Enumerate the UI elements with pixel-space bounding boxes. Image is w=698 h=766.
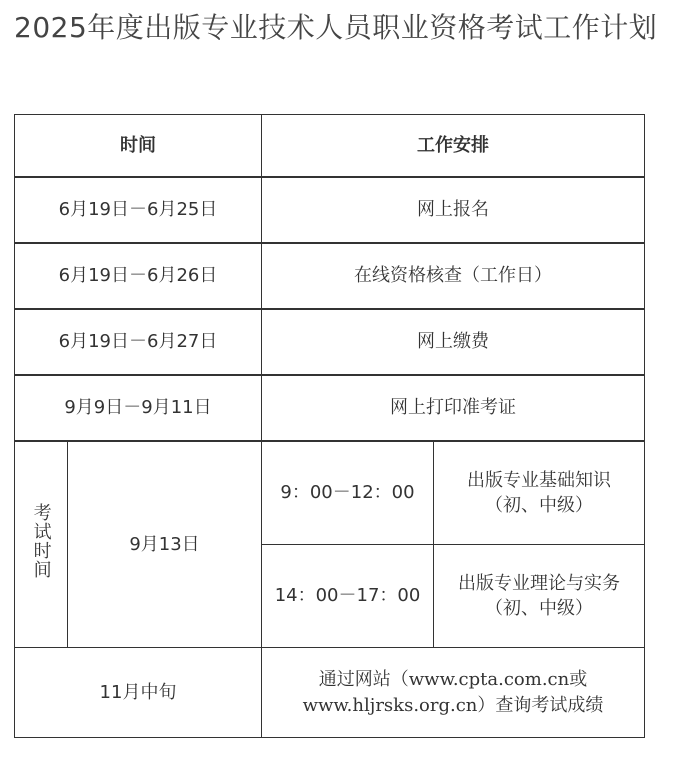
result-row xyxy=(15,648,645,738)
page-title: 2025年度出版专业技术人员职业资格考试工作计划 xyxy=(14,11,658,44)
row-task: 网上打印准考证 xyxy=(262,375,645,441)
session-level: （初、中级） xyxy=(485,495,593,516)
row-time: 6月19日－6月27日 xyxy=(15,309,262,375)
row-time: 6月19日－6月26日 xyxy=(15,243,262,309)
row-time: 6月19日－6月25日 xyxy=(15,177,262,243)
session-time: 9：00－12：00 xyxy=(262,441,434,545)
result-line-2: www.hljrsks.org.cn）查询考试成绩 xyxy=(302,694,604,716)
table-row xyxy=(15,375,645,441)
session-subject: 出版专业基础知识 xyxy=(467,469,611,491)
result-time: 11月中旬 xyxy=(15,648,262,738)
header-task: 工作安排 xyxy=(262,115,645,178)
row-task: 网上报名 xyxy=(262,177,645,243)
session-subject: 出版专业理论与实务 xyxy=(458,572,620,594)
row-time: 9月9日－9月11日 xyxy=(15,375,262,441)
session-subject-cell xyxy=(434,441,645,545)
exam-label-cell xyxy=(15,441,68,648)
table-row xyxy=(15,309,645,375)
exam-label: 考试时间 xyxy=(30,502,52,579)
row-task: 在线资格核查（工作日） xyxy=(262,243,645,309)
header-time: 时间 xyxy=(15,115,262,178)
session-level: （初、中级） xyxy=(485,598,593,619)
schedule-table xyxy=(14,114,645,738)
table-row xyxy=(15,243,645,309)
result-line-1: 通过网站（www.cpta.com.cn或 xyxy=(318,669,588,691)
session-time: 14：00－17：00 xyxy=(262,545,434,648)
exam-date: 9月13日 xyxy=(68,441,262,648)
table-header-row xyxy=(15,115,645,178)
session-subject-cell xyxy=(434,545,645,648)
table-row xyxy=(15,177,645,243)
row-task: 网上缴费 xyxy=(262,309,645,375)
result-task-cell xyxy=(262,648,645,738)
exam-row-morning xyxy=(15,441,645,545)
